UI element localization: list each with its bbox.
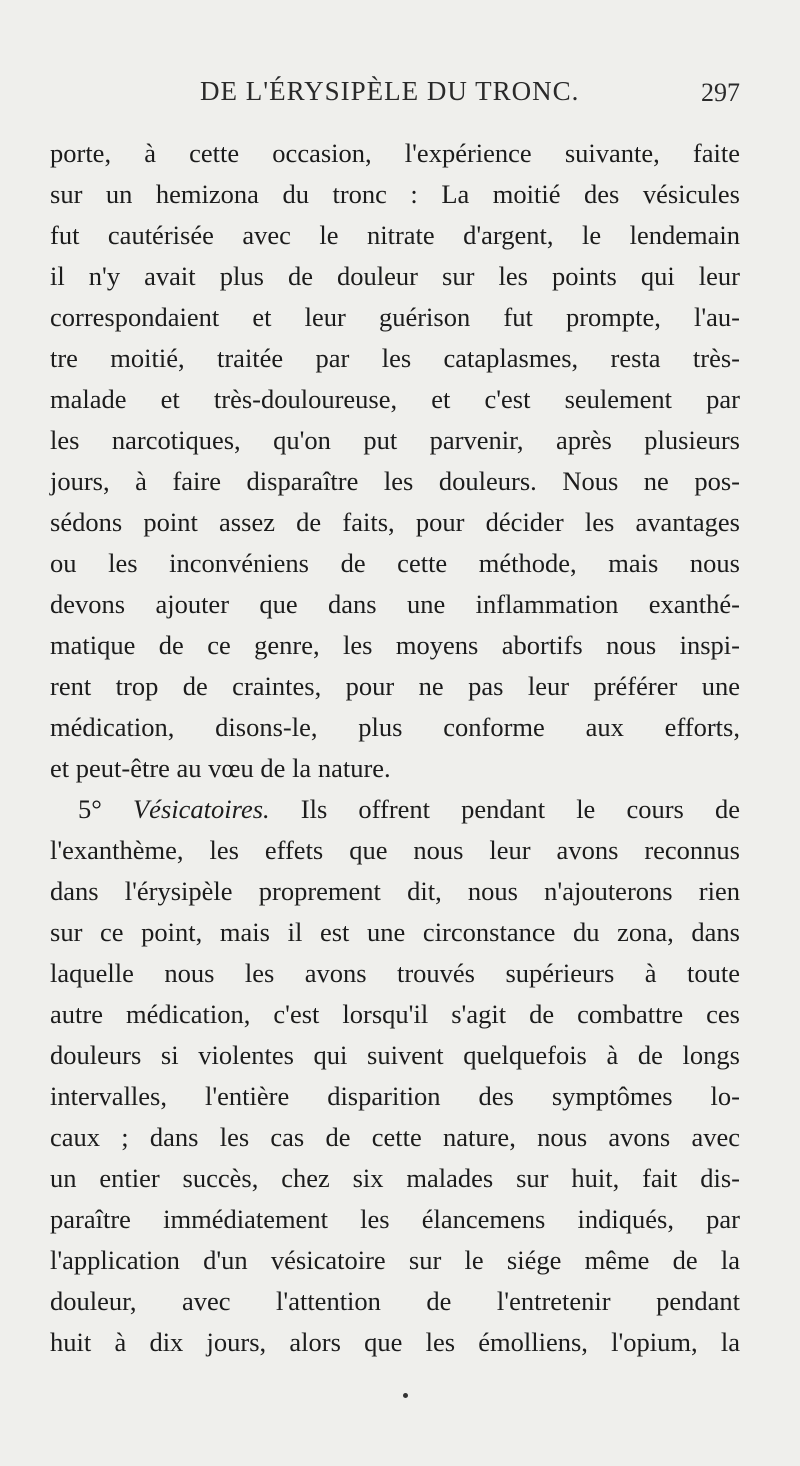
text-line: huit à dix jours, alors que les émolliens, l'opium, la: [50, 1327, 740, 1357]
text-line: correspondaient et leur guérison fut prompte, l'au-: [50, 302, 740, 332]
text-line: rent trop de craintes, pour ne pas leur préférer une: [50, 671, 740, 701]
text-line: douleur, avec l'attention de l'entretenir pendant: [50, 1286, 740, 1316]
text-line: les narcotiques, qu'on put parvenir, après plusieurs: [50, 425, 740, 455]
page-number: 297: [701, 78, 740, 107]
text-line: laquelle nous les avons trouvés supérieurs à toute: [50, 958, 740, 988]
text-line: tre moitié, traitée par les cataplasmes, resta très-: [50, 343, 740, 373]
text-span: Ils offrent pendant le cours de: [300, 794, 741, 824]
text-line: matique de ce genre, les moyens abortifs nous inspi-: [50, 630, 740, 660]
text-line: il n'y avait plus de douleur sur les points qui leur: [50, 261, 740, 291]
text-line: intervalles, l'entière disparition des symptômes lo-: [50, 1081, 740, 1111]
text-line: porte, à cette occasion, l'expérience suivante, faite: [50, 138, 740, 168]
text-line: et peut-être au vœu de la nature.: [50, 753, 391, 783]
text-line: autre médication, c'est lorsqu'il s'agit de combattre ces: [50, 999, 740, 1029]
text-line: dans l'érysipèle proprement dit, nous n'ajouterons rien: [50, 876, 740, 906]
paragraph-number: 5°: [78, 794, 102, 824]
running-head: DE L'ÉRYSIPÈLE DU TRONC.: [200, 76, 580, 106]
body-text: [50, 133, 740, 1363]
text-line: devons ajouter que dans une inflammation exanthé-: [50, 589, 740, 619]
text-line: paraître immédiatement les élancemens indiqués, par: [50, 1204, 740, 1234]
text-line: sédons point assez de faits, pour décider les avantages: [50, 507, 740, 537]
text-line: un entier succès, chez six malades sur huit, fait dis-: [50, 1163, 740, 1193]
text-line: jours, à faire disparaître les douleurs. Nous ne pos-: [50, 466, 740, 496]
page-header: [100, 76, 740, 116]
paragraph-5-first-line: [50, 789, 740, 830]
text-line: médication, disons-le, plus conforme aux efforts,: [50, 712, 740, 742]
text-line: caux ; dans les cas de cette nature, nous avons avec: [50, 1122, 740, 1152]
text-line: sur ce point, mais il est une circonstance du zona, dans: [50, 917, 740, 947]
text-line: l'exanthème, les effets que nous leur avons reconnus: [50, 835, 740, 865]
text-line: douleurs si violentes qui suivent quelquefois à de longs: [50, 1040, 740, 1070]
section-heading: Vésicatoires.: [133, 794, 270, 824]
ink-speck: [403, 1393, 408, 1398]
text-line: malade et très-douloureuse, et c'est seulement par: [50, 384, 740, 414]
text-line: fut cautérisée avec le nitrate d'argent, le lendemain: [50, 220, 740, 250]
text-line: sur un hemizona du tronc : La moitié des vésicules: [50, 179, 740, 209]
text-line: l'application d'un vésicatoire sur le siége même de la: [50, 1245, 740, 1275]
text-line: ou les inconvéniens de cette méthode, mais nous: [50, 548, 740, 578]
